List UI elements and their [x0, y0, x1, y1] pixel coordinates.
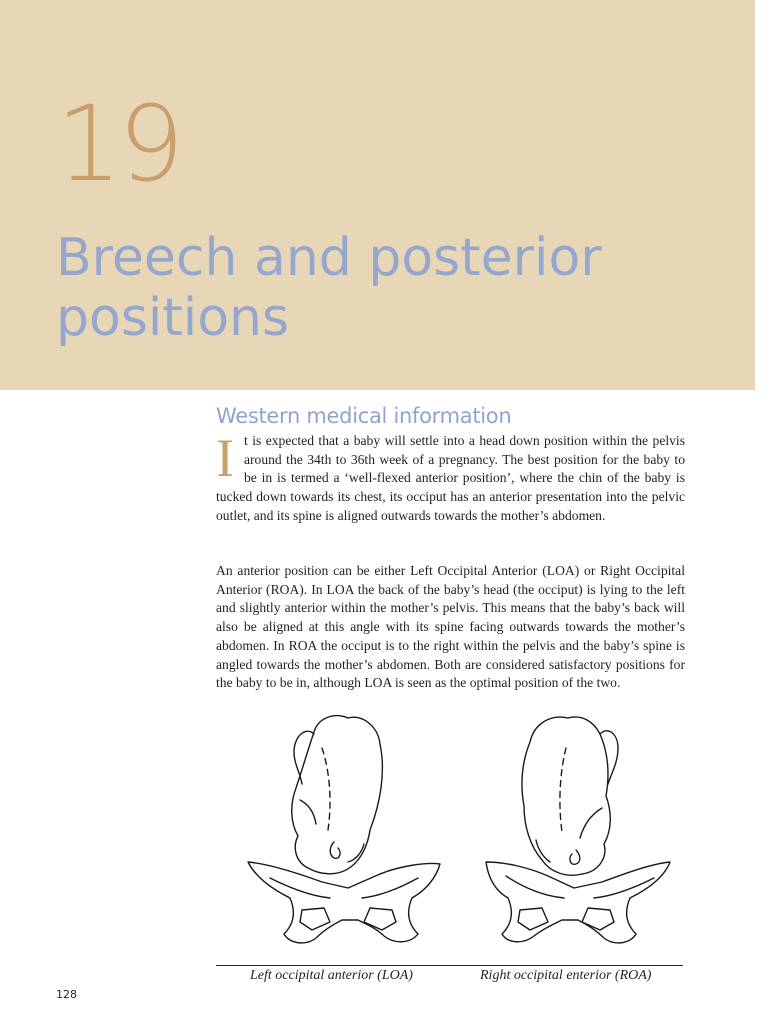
paragraph-intro-text: t is expected that a baby will settle into a head down position within the pelvis around the 34th to 36th week of a pregnancy. The best position for the baby to be in is termed a ‘well-flexed anterior position’, where the chin of the baby is tucked down towards its chest, its occiput has an anterior presentation into the pelvic outlet, and its spine is aligned outwards towards the mother’s abdomen.: [216, 433, 685, 523]
caption-loa: Left occipital anterior (LOA): [250, 968, 413, 983]
chapter-header-band: [0, 0, 755, 390]
section-heading: Western medical information: [216, 404, 512, 428]
caption-roa: Right occipital enterior (ROA): [480, 968, 652, 983]
page-number: 128: [56, 988, 77, 1001]
chapter-title: Breech and posterior positions: [56, 228, 602, 348]
drop-cap: I: [216, 428, 234, 488]
loa-pelvis: [248, 862, 440, 943]
loa-baby: [292, 716, 383, 874]
chapter-number: 19: [56, 83, 181, 205]
paragraph-intro: [216, 428, 685, 526]
loa-illustration: [248, 716, 440, 943]
roa-illustration: [486, 717, 670, 943]
caption-divider: [216, 965, 683, 966]
roa-baby: [522, 717, 610, 875]
fetal-position-illustration: [230, 712, 680, 964]
paragraph-anterior-positions: An anterior position can be either Left Occipital Anterior (LOA) or Right Occipital Anterior (ROA). In LOA the back of the baby’s head (the occiput) is lying to the left and slightly anterior within the mother’s pelvis. This means that the baby’s back will also be aligned at this angle with its spine facing outwards towards the mother’s abdomen. In ROA the occiput is to the right within the pelvis and the baby’s spine is angled towards the mother’s abdomen. Both are considered satisfactory positions for the baby to be in, although LOA is seen as the optimal position of the two.: [216, 563, 685, 691]
